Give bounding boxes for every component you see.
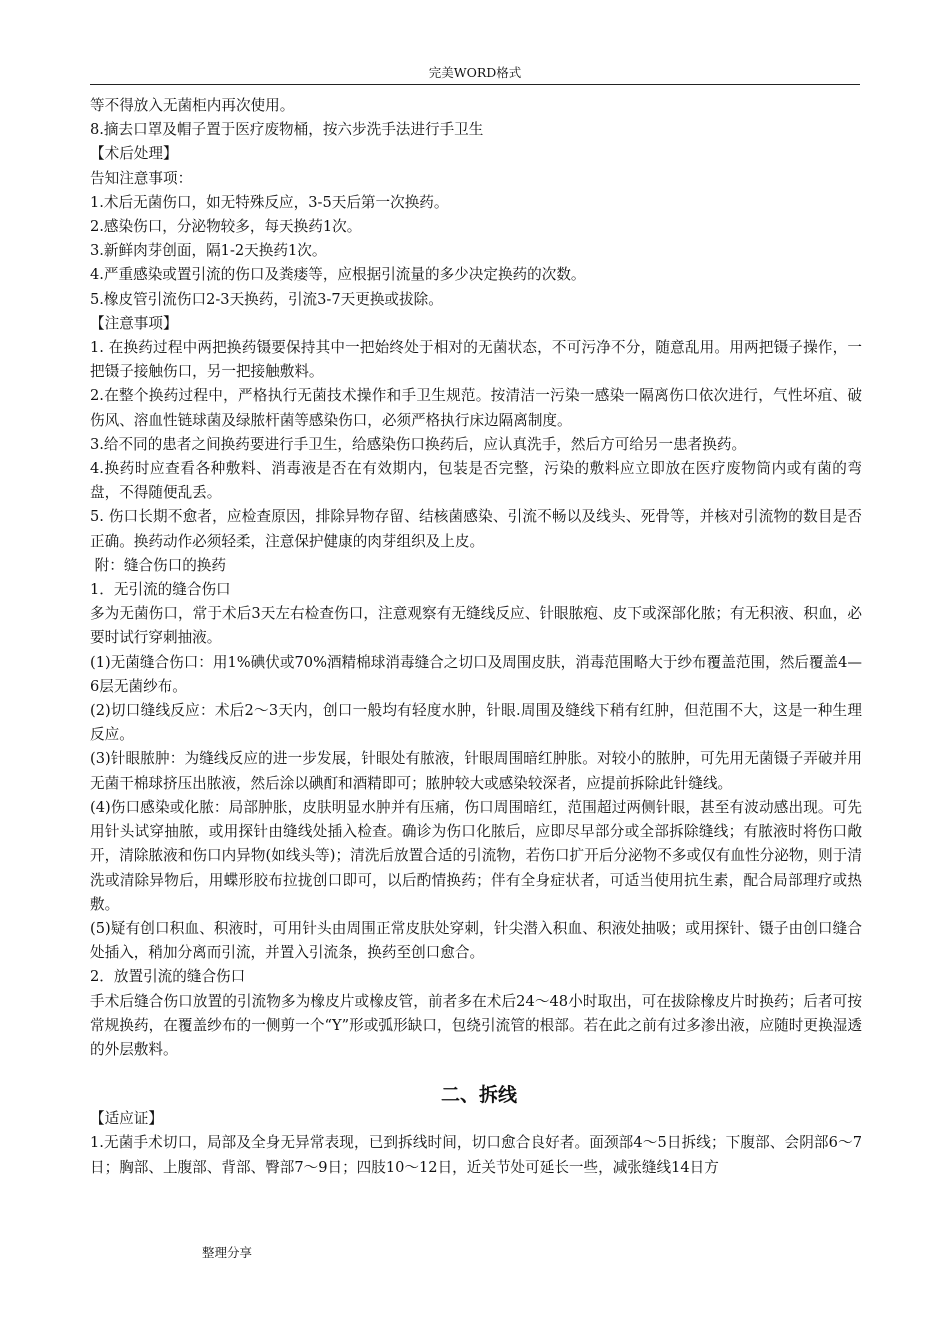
note-paragraph: 2.在整个换药过程中，严格执行无菌技术操作和手卫生规范。按清洁一污染一感染一隔离伤口依次进行，气性坏疽、破伤风、溶血性链球菌及绿脓杆菌等感染伤口，必须严格执行床边隔离制度。 xyxy=(90,387,862,429)
paragraph: (1)无菌缝合伤口：用1%碘伏或70%酒精棉球消毒缝合之切口及周围皮肤，消毒范围略大于纱布覆盖范围，然后覆盖4—6层无菌纱布。 xyxy=(90,653,862,695)
list-item: 1.术后无菌伤口，如无特殊反应，3-5天后第一次换药。 xyxy=(90,193,449,211)
note-paragraph: 5. 伤口长期不愈者，应检查原因，排除异物存留、结核菌感染、引流不畅以及线头、死骨等，并核对引流物的数目是否正确。换药动作必须轻柔，注意保护健康的肉芽组织及上皮。 xyxy=(90,508,862,550)
page-footer: 整理分享 xyxy=(202,1245,253,1260)
paragraph: (3)针眼脓肿：为缝线反应的进一步发展，针眼处有脓液，针眼周围暗红肿胀。对较小的脓肿，可先用无菌镊子弄破并用无菌干棉球挤压出脓液，然后涂以碘酊和酒精即可；脓肿较大或感染较深者，应提前拆除此针缝线。 xyxy=(90,750,862,792)
note-paragraph: 4.换药时应查看各种敷料、消毒液是否在有效期内，包装是否完整，污染的敷料应立即放在医疗废物筒内或有菌的弯盘，不得随便乱丢。 xyxy=(90,460,862,502)
text-line: 告知注意事项： xyxy=(90,169,193,187)
document-body xyxy=(90,94,862,1180)
list-item: 3.新鲜肉芽创面，隔1-2天换药1次。 xyxy=(90,242,327,260)
appendix-heading: 附：缝合伤口的换药 xyxy=(90,556,226,574)
paragraph: 1.无菌手术切口，局部及全身无异常表现，已到拆线时间，切口愈合良好者。面颈部4～5日拆线；下腹部、会阴部6～7日；胸部、上腹部、背部、臀部7～9日；四肢10～12日，近关节处可延长一些，减张缝线14日方 xyxy=(90,1134,862,1176)
header-divider xyxy=(90,84,860,85)
subsection-heading: 1．无引流的缝合伤口 xyxy=(90,581,231,599)
paragraph: (2)切口缝线反应：术后2～3天内，创口一般均有轻度水肿，针眼.周围及缝线下稍有红肿，但范围不大，这是一种生理反应。 xyxy=(90,702,862,744)
section-heading-notes: 【注意事项】 xyxy=(90,314,178,332)
section-heading-postop: 【术后处理】 xyxy=(90,145,178,163)
subsection-heading: 2．放置引流的缝合伤口 xyxy=(90,968,246,986)
section-heading-indications: 【适应证】 xyxy=(90,1110,163,1128)
note-paragraph: 3.给不同的患者之间换药要进行手卫生，给感染伤口换药后，应认真洗手，然后方可给另一患者换药。 xyxy=(90,435,747,453)
text-line: 8.摘去口罩及帽子置于医疗废物桶，按六步洗手法进行手卫生 xyxy=(90,121,484,139)
paragraph: (4)伤口感染或化脓：局部肿胀，皮肤明显水肿并有压痛，伤口周围暗红，范围超过两侧针眼，甚至有波动感出现。可先用针头试穿抽脓，或用探针由缝线处插入检查。确诊为伤口化脓后，应即尽早部分或全部拆除缝线；有脓液时将伤口敞开，清除脓液和伤口内异物(如线头等)；清洗后放置合适的引流物，若伤口扩开后分泌物不多或仅有血性分泌物，则于清洗或清除异物后，用蝶形胶布拉拢创口即可，以后酌情换药；伴有全身症状者，可适当使用抗生素，配合局部理疗或热敷。 xyxy=(90,798,862,913)
text-line: 等不得放入无菌柜内再次使用。 xyxy=(90,97,295,114)
paragraph: (5)疑有创口积血、积液时，可用针头由周围正常皮肤处穿刺，针尖潜入积血、积液处抽吸；或用探针、镊子由创口缝合处插入，稍加分离而引流，并置入引流条，换药至创口愈合。 xyxy=(90,919,862,962)
list-item: 5.橡皮管引流伤口2-3天换药，引流3-7天更换或拔除。 xyxy=(90,290,443,308)
section-title: 二、拆线 xyxy=(440,1084,517,1107)
list-item: 4.严重感染或置引流的伤口及粪瘘等，应根据引流量的多少决定换药的次数。 xyxy=(90,266,586,284)
note-paragraph: 1. 在换药过程中两把换药镊要保持其中一把始终处于相对的无菌状态，不可污净不分，随意乱用。用两把镊子操作，一把镊子接触伤口，另一把接触敷料。 xyxy=(90,339,862,381)
paragraph: 多为无菌伤口，常于术后3天左右检查伤口，注意观察有无缝线反应、针眼脓疱、皮下或深部化脓；有无积液、积血，必要时试行穿刺抽液。 xyxy=(90,605,862,647)
page-header: 完美WORD格式 xyxy=(428,65,522,80)
list-item: 2.感染伤口，分泌物较多，每天换药1次。 xyxy=(90,218,362,236)
paragraph: 手术后缝合伤口放置的引流物多为橡皮片或橡皮管，前者多在术后24～48小时取出，可在拔除橡皮片时换药；后者可按常规换药，在覆盖纱布的一侧剪一个“Y”形或弧形缺口，包绕引流管的根部。若在此之前有过多渗出液，应随时更换湿透的外层敷料。 xyxy=(90,992,862,1058)
